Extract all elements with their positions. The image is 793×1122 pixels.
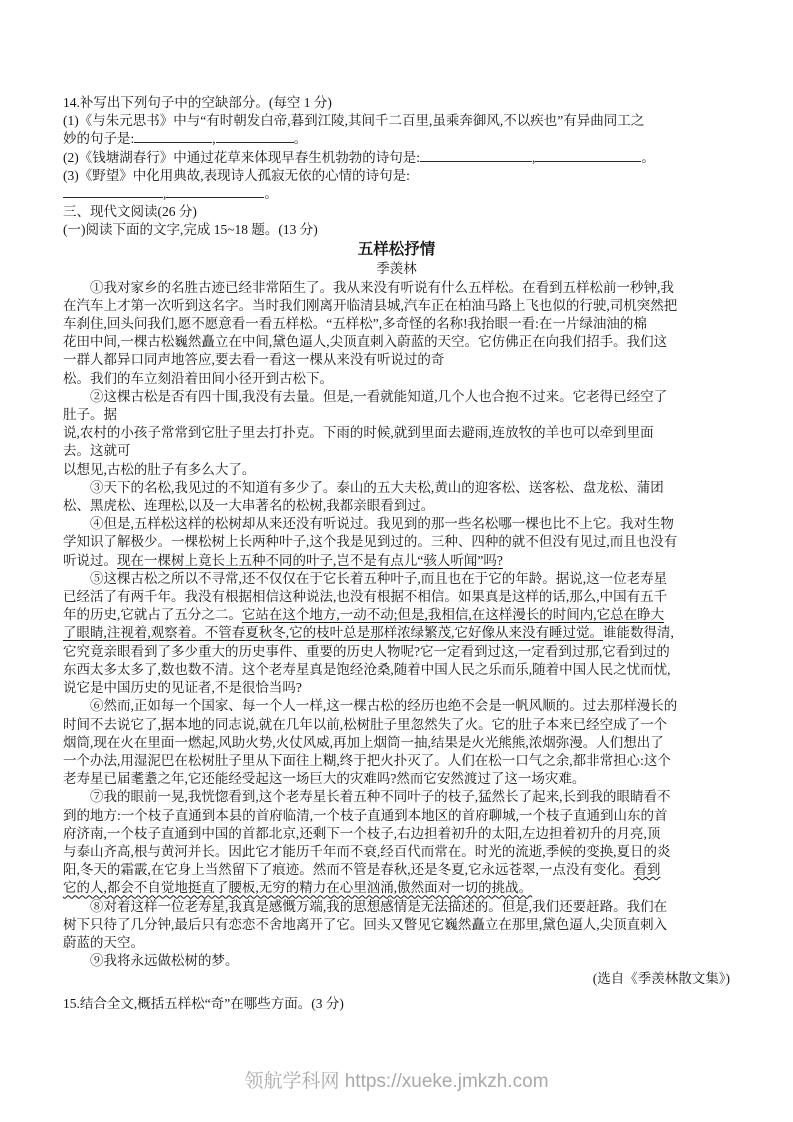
passage-paragraph-9 — [63, 952, 730, 970]
text-run: 学知识了解极少。一棵松树上长两种叶子,这个我是见到过的。三种、四种的就不但没有见过,而且也没有 — [63, 534, 678, 550]
text-run: 东西太多太多了,数也数不清。这个老寿星真是饱经沧桑,随着中国人民之乐而乐,随着中国人民之忧而忧, — [63, 661, 671, 677]
text-run: 树下只待了几分钟,最后只有恋恋不舍地离开了它。回头又瞥见它巍然矗立在那里,黛色逼人,尖顶直刺入 — [63, 916, 668, 932]
passage-line — [63, 952, 730, 970]
text-run: , — [532, 149, 536, 165]
passage-line — [63, 843, 730, 861]
passage-line — [63, 515, 730, 533]
passage-line — [63, 588, 730, 606]
passage-line — [63, 825, 730, 843]
passage-line — [63, 807, 730, 825]
text-run: ⑧对着这样一位老寿星,我真是感慨万端,我的思想感情是无法描述的。但是,我们还要赶路。我们在 — [90, 898, 668, 914]
text-run: 谁能数得清, — [603, 625, 674, 641]
text-run: ⑥然而,正如每一个国家、每一个人一样,这一棵古松的经历也绝不会是一帆风顺的。过去那样漫长的 — [90, 698, 678, 714]
passage-source: (选自《季羡林散文集》) — [592, 971, 730, 987]
passage-line — [63, 679, 730, 697]
passage-line — [63, 388, 730, 406]
answer-blank — [134, 130, 212, 143]
text-run: 年的历史,它就占了五分之二。 — [63, 607, 242, 623]
text-run: 松。我们的车立刻沿着田间小径开到古松下。 — [63, 370, 333, 386]
text-run: (一)阅读下面的文字,完成 15~18 题。(13 分) — [63, 222, 318, 238]
passage-paragraph-3 — [63, 479, 730, 515]
passage-line — [63, 370, 730, 388]
passage-title: 五样松抒情 — [357, 240, 436, 258]
answer-blank — [166, 185, 264, 198]
underlined-text: 现在一棵树上竟长上五种不同的叶子,岂不是有点儿“骇人听闻”吗? — [117, 552, 503, 568]
q14-item1-line1 — [63, 112, 730, 130]
passage-paragraph-4 — [63, 515, 730, 570]
answer-blank — [63, 185, 163, 198]
text-run: 蔚蓝的天空。 — [63, 934, 144, 950]
passage-line — [63, 279, 730, 297]
wavy-underlined-text: 看到 — [633, 862, 661, 878]
text-run: (1)《与朱元思书》中与“有时朝发白帝,暮到江陵,其间千二百里,虽乘奔御风,不以疾也”有异曲同工之 — [63, 113, 645, 129]
passage-line — [63, 752, 730, 770]
passage-line — [63, 697, 730, 715]
text-run: 在汽车上才第一次听到这名字。当时我们刚离开临清县城,汽车正在柏油马路上飞也似的行驶,司机突然把 — [63, 297, 678, 313]
passage-line — [63, 315, 730, 333]
passage-line — [63, 333, 730, 351]
passage-line — [63, 879, 730, 897]
wavy-underlined-text: 它的人,都会不自觉地挺直了腰板,无穷的精力在心里汹涌,傲然面对一切的挑战。 — [63, 880, 533, 896]
section-heading — [63, 203, 730, 221]
text-run: 阳,冬天的霜霰,在它身上当然留下了痕迹。然而不管是春秋,还是冬夏,它永远苍翠,一点没有变化。 — [63, 862, 634, 878]
passage-line — [63, 770, 730, 788]
text-run: ⑨我将永远做松树的梦。 — [90, 953, 239, 969]
passage-line — [63, 442, 730, 460]
text-run: 。 — [641, 149, 655, 165]
text-run: ①我对家乡的名胜古迹已经非常陌生了。我从来没有听说有什么五样松。在看到五样松前一秒钟,我 — [90, 279, 674, 295]
text-run: 它究竟亲眼看到了多少重大的历史事件、重要的历史人物呢?它一定看到过这,一定看到过那,它看到过的 — [63, 643, 670, 659]
watermark: 领航学科网 https://xueke.jmkzh.com — [244, 1071, 549, 1092]
q14-stem — [63, 94, 730, 112]
text-run: 一个办法,用湿泥巴在松树肚子里从下面往上糊,终于把火扑灭了。人们在松一口气之余,都非常担心:这个 — [63, 752, 671, 768]
text-run: 老寿星已届耄耋之年,它还能经受起这一场巨大的灾难吗?然而它安然渡过了这一场灾难。 — [63, 771, 586, 787]
question-15: 15.结合全文,概括五样松“奇”在哪些方面。(3 分) — [63, 995, 344, 1011]
passage-line — [63, 861, 730, 879]
q14-item1-line2 — [63, 130, 730, 148]
text-run: 府济南,一个枝子直通到中国的首都北京,还剩下一个枝子,右边担着初升的太阳,左边担着初升的月亮,顶 — [63, 825, 661, 841]
passage-paragraph-5 — [63, 570, 730, 697]
passage-line — [63, 643, 730, 661]
q14-item3-blanks — [63, 185, 730, 203]
text-run: 妙的句子是: — [63, 131, 135, 147]
passage-paragraph-2 — [63, 388, 730, 479]
underlined-text: 它站在这个地方,一动不动;但是,我相信,在这样漫长的时间内,它总在睁大 — [241, 607, 665, 623]
text-run: (3)《野望》中化用典故,表现诗人孤寂无依的心情的诗句是: — [63, 167, 410, 183]
text-run: 说,农村的小孩子常常到它肚子里去打扑克。下雨的时候,就到里面去避雨,连放牧的羊也可以牵到里面 — [63, 425, 654, 441]
text-run: 以想见,古松的肚子有多么大了。 — [63, 461, 256, 477]
passage-paragraph-6 — [63, 697, 730, 788]
passage-line — [63, 934, 730, 952]
answer-blank — [216, 130, 294, 143]
section-3-heading-block — [63, 203, 730, 239]
text-run: 14.补写出下列句子中的空缺部分。(每空 1 分) — [63, 95, 332, 110]
passage-line — [63, 916, 730, 934]
text-run: ③天下的名松,我见过的不知道有多少了。泰山的五大夫松,黄山的迎客松、送客松、盘龙松、蒲团 — [90, 479, 664, 495]
text-run: 一群人都异口同声地答应,要去看一看这一棵从来没有听说过的奇 — [63, 352, 445, 368]
text-run: ②这棵古松是否有四十围,我没有去量。但是,一看就能知道,几个人也合抱不过来。它老得已经空了 — [90, 388, 668, 404]
passage-paragraph-7 — [63, 788, 730, 897]
text-run: 肚子。据 — [63, 407, 117, 423]
answer-blank — [420, 149, 532, 162]
text-run: (2)《钱塘湖春行》中通过花草来体现早春生机勃勃的诗句是: — [63, 149, 420, 165]
subsection-instruction — [63, 221, 730, 239]
passage-line — [63, 624, 730, 642]
passage-line — [63, 533, 730, 551]
answer-blank — [535, 149, 641, 162]
text-run: 说它是中国历史的见证者,不是很恰当吗? — [63, 680, 302, 696]
text-run: 车刹住,回头问我们,愿不愿意看一看五样松。“五样松”,多奇怪的名称!我抬眼一看:在一片绿油油的棉 — [63, 316, 647, 332]
passage-line — [63, 788, 730, 806]
q14-item2 — [63, 149, 730, 167]
passage-line — [63, 479, 730, 497]
passage-line — [63, 461, 730, 479]
passage-line — [63, 734, 730, 752]
passage-body — [63, 279, 730, 971]
passage-line — [63, 351, 730, 369]
passage-line — [63, 552, 730, 570]
text-run: 已经活了有两千年。我没有根据相信这种说法,也没有根据不相信。如果真是这样的话,那么,中国有五千 — [63, 589, 668, 605]
text-run: 去。这就可 — [63, 443, 131, 459]
passage-line — [63, 406, 730, 424]
text-run: 松、黑虎松、连理松,以及一大串著名的松树,我都亲眼看到过。 — [63, 498, 435, 514]
text-run: ④但是,五样松这样的松树却从来还没有听说过。我见到的那一些名松哪一棵也比不上它。我对生物 — [90, 516, 674, 532]
text-run: 烟筒,现在火在里面一燃起,风助火势,火仗风威,再加上烟筒一抽,结果是火光熊熊,浓烟弥漫。人们想出了 — [63, 734, 664, 750]
exam-page — [63, 94, 730, 1013]
passage-paragraph-8 — [63, 898, 730, 953]
text-run: ⑦我的眼前一晃,我恍惚看到,这个老寿星长着五种不同叶子的枝子,猛然长了起来,长到我的眼睛看不 — [90, 789, 671, 805]
passage-line — [63, 661, 730, 679]
q14-item3-line1 — [63, 167, 730, 185]
question-14-block — [63, 94, 730, 203]
text-run: 时间不去说它了,据本地的同志说,就在几年以前,松树肚子里忽然失了火。它的肚子本来已经空成了一个 — [63, 716, 668, 732]
text-run: 与泰山齐高,根与黄河并长。因此它才能历千年而不衰,经百代而常在。时光的流逝,季候的变换,夏日的炎 — [63, 843, 671, 859]
passage-line — [63, 424, 730, 442]
text-run: , — [212, 131, 216, 147]
passage-line — [63, 297, 730, 315]
text-run: 到的地方:一个枝子直通到本县的首府临清,一个枝子直通到本地区的首府聊城,一个枝子直通到山东的首 — [63, 807, 668, 823]
passage-author: 季羡林 — [376, 261, 417, 277]
text-run: ⑤这棵古松之所以不寻常,还不仅仅在于它长着五种叶子,而且也在于它的年龄。据说,这一位老寿星 — [90, 570, 668, 586]
text-run: 花田中间,一棵古松巍然矗立在中间,黛色逼人,尖顶直刺入蔚蓝的天空。它仿佛正在向我们招手。我们这 — [63, 334, 668, 350]
text-run: 三、现代文阅读(26 分) — [63, 204, 197, 220]
text-run: 听说过。 — [63, 552, 117, 568]
passage-line — [63, 570, 730, 588]
passage-paragraph-1 — [63, 279, 730, 388]
passage-line — [63, 606, 730, 624]
passage-line — [63, 716, 730, 734]
text-run: , — [163, 186, 167, 202]
text-run: 。 — [264, 186, 278, 202]
passage-line — [63, 898, 730, 916]
underlined-text: 了眼睛,注视着,观察着。不管春夏秋冬,它的枝叶总是那样浓绿繁茂,它好像从来没有睡过觉。 — [63, 625, 603, 641]
text-run: 。 — [293, 131, 308, 147]
passage-line — [63, 497, 730, 515]
